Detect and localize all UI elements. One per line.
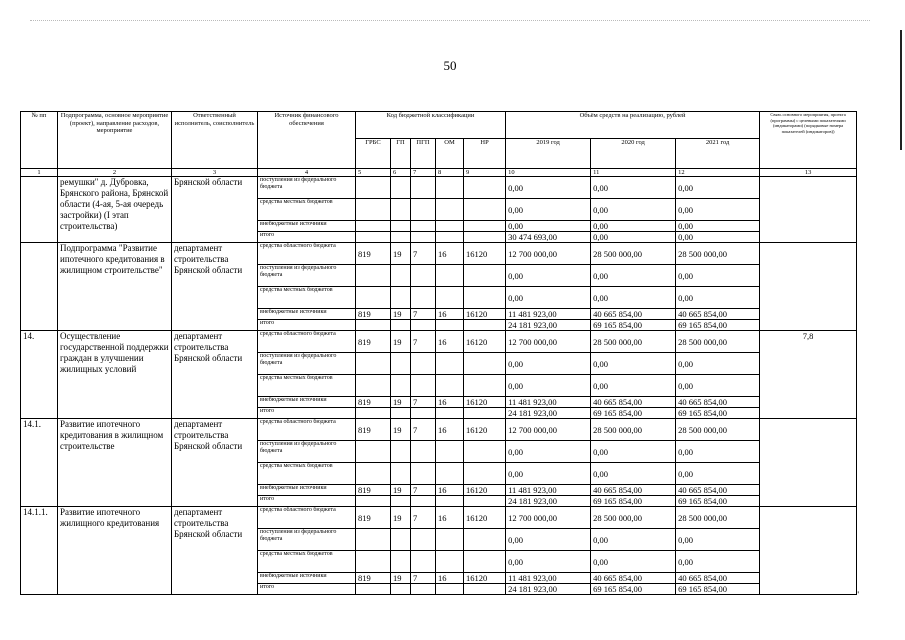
funding-source: средства областного бюджета xyxy=(258,507,356,529)
amount-2019: 11 481 923,00 xyxy=(506,309,591,320)
code-om xyxy=(436,221,464,232)
code-gp xyxy=(391,320,411,331)
code-nr xyxy=(464,408,506,419)
code-nr xyxy=(464,232,506,243)
amount-2019: 12 700 000,00 xyxy=(506,419,591,441)
code-nr xyxy=(464,353,506,375)
funding-source: средства местных бюджетов xyxy=(258,551,356,573)
code-nr: 16120 xyxy=(464,243,506,265)
indicator-link xyxy=(760,507,857,595)
code-om: 16 xyxy=(436,243,464,265)
table-row xyxy=(21,507,857,529)
column-number: 11 xyxy=(591,169,676,177)
funding-source: поступления из федерального бюджета xyxy=(258,177,356,199)
funding-source: внебюджетные источники xyxy=(258,573,356,584)
amount-2020: 0,00 xyxy=(591,287,676,309)
code-om: 16 xyxy=(436,331,464,353)
code-gp xyxy=(391,529,411,551)
item-executor: департамент строительства Брянской области xyxy=(172,507,258,595)
header-year-2020: 2020 год xyxy=(591,139,676,169)
code-pgp xyxy=(411,375,436,397)
amount-2021: 0,00 xyxy=(676,375,760,397)
amount-2021: 0,00 xyxy=(676,353,760,375)
code-grbs xyxy=(356,221,391,232)
amount-2019: 0,00 xyxy=(506,463,591,485)
code-gp: 19 xyxy=(391,243,411,265)
code-gp xyxy=(391,584,411,595)
item-number xyxy=(21,243,58,331)
code-grbs xyxy=(356,199,391,221)
code-nr xyxy=(464,199,506,221)
amount-2021: 28 500 000,00 xyxy=(676,331,760,353)
amount-2020: 0,00 xyxy=(591,221,676,232)
amount-2020: 0,00 xyxy=(591,375,676,397)
amount-2020: 69 165 854,00 xyxy=(591,408,676,419)
header-row-1 xyxy=(21,112,857,139)
funding-source: внебюджетные источники xyxy=(258,309,356,320)
amount-2021: 69 165 854,00 xyxy=(676,408,760,419)
code-grbs: 819 xyxy=(356,573,391,584)
code-nr xyxy=(464,320,506,331)
code-om xyxy=(436,177,464,199)
code-grbs xyxy=(356,584,391,595)
amount-2019: 11 481 923,00 xyxy=(506,573,591,584)
code-nr: 16120 xyxy=(464,397,506,408)
amount-2019: 0,00 xyxy=(506,441,591,463)
budget-table xyxy=(20,111,857,595)
code-pgp xyxy=(411,221,436,232)
column-number-row xyxy=(21,169,857,177)
code-gp xyxy=(391,408,411,419)
code-om xyxy=(436,353,464,375)
code-gp: 19 xyxy=(391,397,411,408)
column-number: 13 xyxy=(760,169,857,177)
code-grbs: 819 xyxy=(356,397,391,408)
column-number: 8 xyxy=(436,169,464,177)
budget-body xyxy=(21,177,857,595)
header-code-pgp: ПГП xyxy=(411,139,436,169)
amount-2021: 40 665 854,00 xyxy=(676,397,760,408)
code-om: 16 xyxy=(436,485,464,496)
amount-2019: 24 181 923,00 xyxy=(506,496,591,507)
trailing-quote-mark: " xyxy=(856,590,860,599)
funding-source: поступления из федерального бюджета xyxy=(258,529,356,551)
code-pgp xyxy=(411,353,436,375)
header-code-grbs: ГРБС xyxy=(356,139,391,169)
amount-2020: 40 665 854,00 xyxy=(591,485,676,496)
code-pgp: 7 xyxy=(411,419,436,441)
amount-2019: 0,00 xyxy=(506,353,591,375)
code-nr: 16120 xyxy=(464,309,506,320)
item-number: 14.1.1. xyxy=(21,507,58,595)
code-pgp xyxy=(411,551,436,573)
funding-source: итого xyxy=(258,408,356,419)
amount-2020: 28 500 000,00 xyxy=(591,507,676,529)
amount-2019: 0,00 xyxy=(506,529,591,551)
amount-2020: 0,00 xyxy=(591,551,676,573)
code-grbs: 819 xyxy=(356,485,391,496)
code-gp xyxy=(391,265,411,287)
code-nr xyxy=(464,463,506,485)
funding-source: средства областного бюджета xyxy=(258,331,356,353)
amount-2019: 24 181 923,00 xyxy=(506,584,591,595)
code-gp: 19 xyxy=(391,309,411,320)
amount-2020: 40 665 854,00 xyxy=(591,397,676,408)
amount-2020: 69 165 854,00 xyxy=(591,584,676,595)
amount-2021: 0,00 xyxy=(676,199,760,221)
code-gp xyxy=(391,287,411,309)
code-om xyxy=(436,199,464,221)
amount-2019: 0,00 xyxy=(506,551,591,573)
code-nr xyxy=(464,265,506,287)
column-number: 10 xyxy=(506,169,591,177)
amount-2020: 40 665 854,00 xyxy=(591,309,676,320)
funding-source: внебюджетные источники xyxy=(258,397,356,408)
amount-2019: 0,00 xyxy=(506,375,591,397)
code-om xyxy=(436,529,464,551)
amount-2020: 0,00 xyxy=(591,529,676,551)
amount-2021: 0,00 xyxy=(676,551,760,573)
code-nr: 16120 xyxy=(464,419,506,441)
code-om xyxy=(436,441,464,463)
amount-2019: 11 481 923,00 xyxy=(506,485,591,496)
amount-2021: 69 165 854,00 xyxy=(676,320,760,331)
amount-2020: 0,00 xyxy=(591,441,676,463)
header-year-2021: 2021 год xyxy=(676,139,760,169)
code-om xyxy=(436,287,464,309)
table-row xyxy=(21,177,857,199)
code-grbs xyxy=(356,529,391,551)
code-grbs: 819 xyxy=(356,309,391,320)
amount-2019: 0,00 xyxy=(506,287,591,309)
code-om xyxy=(436,584,464,595)
code-pgp xyxy=(411,199,436,221)
code-grbs xyxy=(356,353,391,375)
amount-2020: 0,00 xyxy=(591,463,676,485)
column-number: 2 xyxy=(58,169,172,177)
code-gp xyxy=(391,463,411,485)
amount-2019: 0,00 xyxy=(506,265,591,287)
column-number: 9 xyxy=(464,169,506,177)
scan-artifact-line xyxy=(30,20,870,22)
code-grbs xyxy=(356,177,391,199)
code-nr xyxy=(464,496,506,507)
code-gp xyxy=(391,551,411,573)
amount-2019: 0,00 xyxy=(506,199,591,221)
amount-2021: 69 165 854,00 xyxy=(676,496,760,507)
code-om: 16 xyxy=(436,309,464,320)
code-grbs xyxy=(356,551,391,573)
code-grbs xyxy=(356,408,391,419)
code-om xyxy=(436,551,464,573)
header-year-2019: 2019 год xyxy=(506,139,591,169)
amount-2021: 28 500 000,00 xyxy=(676,243,760,265)
amount-2020: 40 665 854,00 xyxy=(591,573,676,584)
code-nr xyxy=(464,375,506,397)
amount-2020: 28 500 000,00 xyxy=(591,419,676,441)
code-om xyxy=(436,463,464,485)
code-nr xyxy=(464,221,506,232)
amount-2021: 40 665 854,00 xyxy=(676,309,760,320)
code-pgp: 7 xyxy=(411,573,436,584)
code-gp: 19 xyxy=(391,573,411,584)
amount-2021: 28 500 000,00 xyxy=(676,419,760,441)
code-om: 16 xyxy=(436,573,464,584)
code-pgp xyxy=(411,177,436,199)
code-gp xyxy=(391,441,411,463)
header-codes-group: Код бюджетной классификации xyxy=(356,112,506,139)
amount-2021: 28 500 000,00 xyxy=(676,507,760,529)
amount-2021: 40 665 854,00 xyxy=(676,573,760,584)
column-number: 7 xyxy=(411,169,436,177)
amount-2021: 0,00 xyxy=(676,529,760,551)
code-gp: 19 xyxy=(391,331,411,353)
amount-2020: 0,00 xyxy=(591,199,676,221)
code-gp xyxy=(391,353,411,375)
code-nr: 16120 xyxy=(464,507,506,529)
item-executor: департамент строительства Брянской области xyxy=(172,419,258,507)
item-executor: департамент строительства Брянской области xyxy=(172,243,258,331)
column-number: 12 xyxy=(676,169,760,177)
funding-source: средства местных бюджетов xyxy=(258,199,356,221)
code-pgp xyxy=(411,463,436,485)
code-pgp: 7 xyxy=(411,485,436,496)
funding-source: итого xyxy=(258,320,356,331)
amount-2020: 0,00 xyxy=(591,232,676,243)
code-gp: 19 xyxy=(391,485,411,496)
amount-2021: 0,00 xyxy=(676,177,760,199)
table-row xyxy=(21,331,857,353)
scan-edge-mark xyxy=(900,30,902,150)
code-nr: 16120 xyxy=(464,485,506,496)
amount-2019: 12 700 000,00 xyxy=(506,331,591,353)
header-program: Подпрограмма, основное мероприятие (проект), направление расходов, мероприятие xyxy=(58,112,172,169)
code-pgp xyxy=(411,287,436,309)
code-gp: 19 xyxy=(391,419,411,441)
amount-2021: 69 165 854,00 xyxy=(676,584,760,595)
code-om xyxy=(436,232,464,243)
amount-2021: 0,00 xyxy=(676,221,760,232)
indicator-link xyxy=(760,177,857,243)
code-grbs xyxy=(356,375,391,397)
header-source: Источник финансового обеспечения xyxy=(258,112,356,169)
header-code-om: ОМ xyxy=(436,139,464,169)
code-nr: 16120 xyxy=(464,573,506,584)
code-pgp xyxy=(411,232,436,243)
code-gp xyxy=(391,496,411,507)
code-pgp: 7 xyxy=(411,309,436,320)
amount-2021: 0,00 xyxy=(676,232,760,243)
code-gp: 19 xyxy=(391,507,411,529)
column-number: 4 xyxy=(258,169,356,177)
code-pgp xyxy=(411,496,436,507)
amount-2019: 12 700 000,00 xyxy=(506,243,591,265)
header-num: № пп xyxy=(21,112,58,169)
header-indicator-link: Связь основного мероприятия, проекта (программы) с целевыми показателями (индикаторами) (порядковые номера показателей (индикаторов)) xyxy=(760,112,857,169)
amount-2020: 28 500 000,00 xyxy=(591,243,676,265)
funding-source: внебюджетные источники xyxy=(258,485,356,496)
code-nr xyxy=(464,551,506,573)
code-om xyxy=(436,496,464,507)
code-om xyxy=(436,320,464,331)
code-pgp xyxy=(411,265,436,287)
code-nr xyxy=(464,287,506,309)
amount-2020: 0,00 xyxy=(591,265,676,287)
amount-2020: 0,00 xyxy=(591,177,676,199)
indicator-link xyxy=(760,419,857,507)
item-name: Развитие ипотечного кредитования в жилищном строительстве xyxy=(58,419,172,507)
code-grbs: 819 xyxy=(356,243,391,265)
funding-source: внебюджетные источники xyxy=(258,221,356,232)
amount-2019: 24 181 923,00 xyxy=(506,408,591,419)
code-om xyxy=(436,408,464,419)
item-number: 14.1. xyxy=(21,419,58,507)
code-pgp: 7 xyxy=(411,243,436,265)
code-pgp xyxy=(411,441,436,463)
code-pgp xyxy=(411,584,436,595)
page-number: 50 xyxy=(443,58,457,73)
code-grbs: 819 xyxy=(356,331,391,353)
funding-source: средства областного бюджета xyxy=(258,243,356,265)
code-nr xyxy=(464,177,506,199)
code-grbs xyxy=(356,496,391,507)
funding-source: средства местных бюджетов xyxy=(258,375,356,397)
code-grbs xyxy=(356,320,391,331)
indicator-link xyxy=(760,243,857,331)
code-nr xyxy=(464,441,506,463)
item-name: Развитие ипотечного жилищного кредитования xyxy=(58,507,172,595)
item-number: 14. xyxy=(21,331,58,419)
item-name: Осуществление государственной поддержки граждан в улучшении жилищных условий xyxy=(58,331,172,419)
amount-2019: 11 481 923,00 xyxy=(506,397,591,408)
header-code-gp: ГП xyxy=(391,139,411,169)
funding-source: поступления из федерального бюджета xyxy=(258,441,356,463)
code-grbs xyxy=(356,232,391,243)
code-pgp: 7 xyxy=(411,331,436,353)
amount-2019: 0,00 xyxy=(506,221,591,232)
code-gp xyxy=(391,177,411,199)
code-grbs: 819 xyxy=(356,507,391,529)
funding-source: средства местных бюджетов xyxy=(258,287,356,309)
code-grbs xyxy=(356,463,391,485)
code-om: 16 xyxy=(436,397,464,408)
table-row xyxy=(21,243,857,265)
indicator-link: 7,8 xyxy=(760,331,857,419)
item-name: ремушки" д. Дубровка, Брянского района, Брянской области (4-ая, 5-ая очередь застройки) (I этап строительства) xyxy=(58,177,172,243)
amount-2021: 0,00 xyxy=(676,287,760,309)
funding-source: поступления из федерального бюджета xyxy=(258,265,356,287)
amount-2020: 69 165 854,00 xyxy=(591,320,676,331)
code-pgp: 7 xyxy=(411,507,436,529)
amount-2021: 40 665 854,00 xyxy=(676,485,760,496)
code-grbs xyxy=(356,441,391,463)
column-number: 6 xyxy=(391,169,411,177)
column-number: 5 xyxy=(356,169,391,177)
funding-source: поступления из федерального бюджета xyxy=(258,353,356,375)
amount-2021: 0,00 xyxy=(676,463,760,485)
amount-2019: 0,00 xyxy=(506,177,591,199)
code-nr xyxy=(464,584,506,595)
code-grbs xyxy=(356,287,391,309)
code-grbs xyxy=(356,265,391,287)
code-pgp: 7 xyxy=(411,397,436,408)
header-amounts-group: Объём средств на реализацию, рублей xyxy=(506,112,760,139)
amount-2021: 0,00 xyxy=(676,265,760,287)
column-number: 3 xyxy=(172,169,258,177)
amount-2019: 12 700 000,00 xyxy=(506,507,591,529)
table-row xyxy=(21,419,857,441)
column-number: 1 xyxy=(21,169,58,177)
amount-2019: 30 474 693,00 xyxy=(506,232,591,243)
amount-2019: 24 181 923,00 xyxy=(506,320,591,331)
item-executor: Брянской области xyxy=(172,177,258,243)
funding-source: итого xyxy=(258,232,356,243)
code-gp xyxy=(391,375,411,397)
code-gp xyxy=(391,232,411,243)
funding-source: итого xyxy=(258,496,356,507)
funding-source: средства местных бюджетов xyxy=(258,463,356,485)
code-pgp xyxy=(411,408,436,419)
code-gp xyxy=(391,221,411,232)
amount-2020: 28 500 000,00 xyxy=(591,331,676,353)
funding-source: итого xyxy=(258,584,356,595)
code-gp xyxy=(391,199,411,221)
item-number xyxy=(21,177,58,243)
item-name: Подпрограмма "Развитие ипотечного кредитования в жилищном строительстве" xyxy=(58,243,172,331)
code-om xyxy=(436,375,464,397)
code-grbs: 819 xyxy=(356,419,391,441)
code-nr: 16120 xyxy=(464,331,506,353)
code-pgp xyxy=(411,529,436,551)
amount-2020: 69 165 854,00 xyxy=(591,496,676,507)
header-executor: Ответственный исполнитель, соисполнитель xyxy=(172,112,258,169)
amount-2021: 0,00 xyxy=(676,441,760,463)
code-om xyxy=(436,265,464,287)
code-om: 16 xyxy=(436,419,464,441)
code-om: 16 xyxy=(436,507,464,529)
amount-2020: 0,00 xyxy=(591,353,676,375)
code-nr xyxy=(464,529,506,551)
header-code-nr: НР xyxy=(464,139,506,169)
code-pgp xyxy=(411,320,436,331)
funding-source: средства областного бюджета xyxy=(258,419,356,441)
item-executor: департамент строительства Брянской области xyxy=(172,331,258,419)
